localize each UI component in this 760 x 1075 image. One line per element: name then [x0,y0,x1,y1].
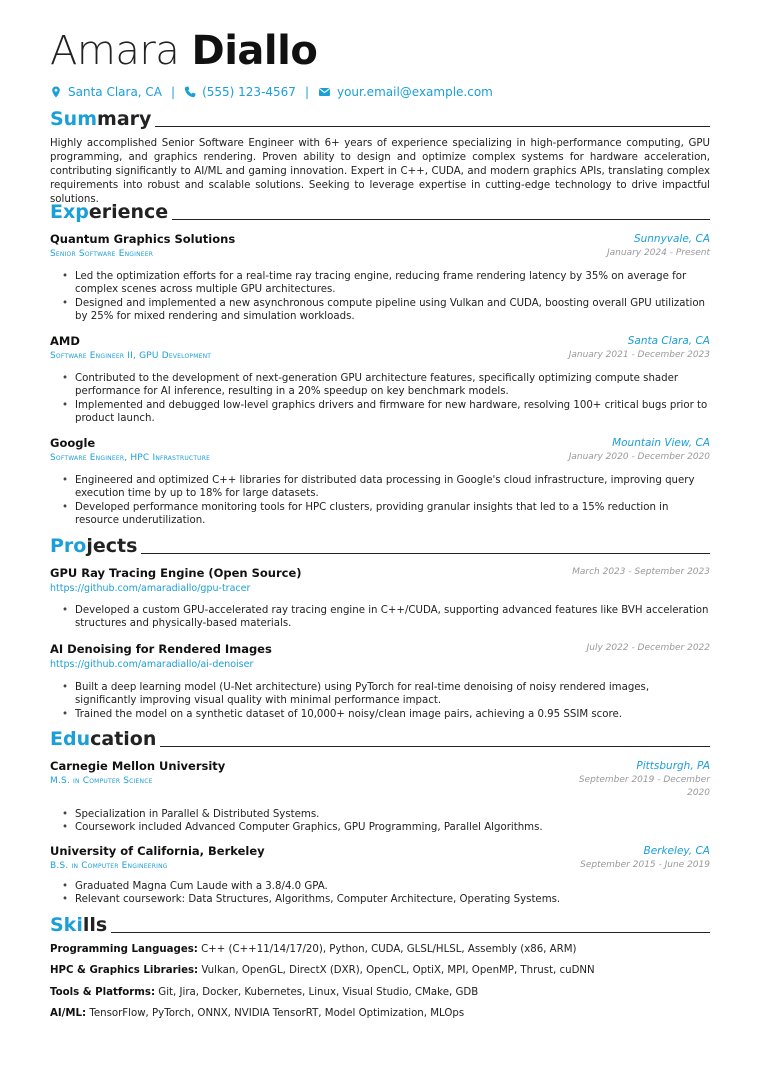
job-location: Santa Clara, CA [627,335,710,347]
dates-line: September 2019 - December [578,775,710,785]
list-item: • Relevant coursework: Data Structures, Algorithms, Computer Architecture, Operating Systems. [68,893,710,906]
skill-value: TensorFlow, PyTorch, ONNX, NVIDIA TensorRT, Model Optimization, MLOps [89,1008,465,1019]
location-text: Santa Clara, CA [68,85,163,99]
project-bullets [68,681,710,721]
project-link[interactable]: https://github.com/amaradiallo/ai-denoiser [50,659,254,670]
heading-rest: jects [86,535,138,557]
skill-value: C++ (C++11/14/17/20), Python, CUDA, GLSL/HLSL, Assembly (x86, ARM) [201,944,577,955]
job-dates: January 2024 - Present [607,248,710,258]
job-title: Software Engineer, HPC Infrastructure [50,453,211,463]
list-item: • Graduated Magna Cum Laude with a 3.8/4.0 GPA. [68,880,710,893]
company-name: Google [50,436,96,450]
heading-rest: lls [82,914,108,936]
skill-label: AI/ML: [50,1008,87,1019]
heading-rest: mary [97,108,152,130]
job-dates: January 2020 - December 2020 [568,452,710,462]
heading-accent: Exp [50,201,89,223]
list-item: • Trained the model on a synthetic dataset of 10,000+ noisy/clean image pairs, achieving a 0.95 SSIM score. [68,708,710,721]
contact-line [50,85,493,99]
education-dates: September 2015 - June 2019 [580,860,710,870]
skill-label: Programming Languages: [50,944,198,955]
skill-row [50,986,710,1000]
school-name: Carnegie Mellon University [50,759,226,773]
list-item: • Specialization in Parallel & Distributed Systems. [68,808,710,821]
degree-name: M.S. in Computer Science [50,776,153,786]
list-item: • Implemented and debugged low-level graphics drivers and firmware for new hardware, resolving 100+ critical bugs prior to product launch. [68,399,710,426]
job-bullets [68,474,710,528]
company-name: Quantum Graphics Solutions [50,232,236,246]
section-rule [172,219,710,220]
heading-accent: Edu [50,728,91,750]
section-rule [160,746,710,747]
project-bullets [68,604,710,631]
list-item: • Developed performance monitoring tools for HPC clusters, providing granular insights that led to a 15% reduction in resource underutilization. [68,501,710,528]
envelope-icon [318,86,331,98]
job-dates: January 2021 - December 2023 [568,350,710,360]
summary-text: Highly accomplished Senior Software Engineer with 6+ years of experience specializing in high-performance computing, GPU programming, and graphics rendering. Proven ability to design and optimize complex systems for hardware acceleration, contributing significantly to AI/ML and gaming innovation. Expert in C++, CUDA, and modern graphics APIs, translating complex requirements into robust and scalable solutions. Seeking to leverage expertise in cutting-edge technology to drive impactful solutions. [50,138,710,205]
list-item: • Contributed to the development of next-generation GPU architecture features, specifically optimizing compute shader performance for AI inference, resulting in a 20% speedup on key benchmark models. [68,372,710,399]
section-heading-skills [50,914,710,936]
skill-row [50,1007,710,1021]
project-link[interactable]: https://github.com/amaradiallo/gpu-tracer [50,583,251,594]
phone-icon [184,86,196,98]
job-bullets [68,372,710,426]
section-rule [155,126,710,127]
list-item: • Engineered and optimized C++ libraries for distributed data processing in Google's cloud infrastructure, improving query execution time by up to 18% for large datasets. [68,474,710,501]
project-dates: March 2023 - September 2023 [572,567,710,577]
contact-separator: | [171,85,176,99]
candidate-name [50,28,317,74]
education-dates [579,774,710,800]
list-item: • Led the optimization efforts for a real-time ray tracing engine, reducing frame rendering latency by 35% on average for complex scenes across multiple GPU architectures. [68,270,710,297]
skill-label: HPC & Graphics Libraries: [50,965,199,976]
email-link[interactable]: your.email@example.com [336,85,493,99]
job-location: Sunnyvale, CA [633,233,710,245]
heading-accent: Ski [50,914,83,936]
list-item: • Developed a custom GPU-accelerated ray tracing engine in C++/CUDA, supporting advanced features like BVH acceleration structures and physically-based materials. [68,604,710,631]
school-name: University of California, Berkeley [50,844,265,858]
job-location: Mountain View, CA [612,437,710,449]
school-location: Pittsburgh, PA [636,760,710,772]
job-bullets [68,270,710,324]
map-marker-icon [50,86,62,98]
job-title: Senior Software Engineer [50,249,154,259]
project-name: AI Denoising for Rendered Images [50,642,272,656]
project-name: GPU Ray Tracing Engine (Open Source) [50,566,302,580]
degree-name: B.S. in Computer Engineering [50,861,168,871]
contact-separator: | [304,85,309,99]
list-item: • Coursework included Advanced Computer Graphics, GPU Programming, Parallel Algorithms. [68,821,710,834]
section-heading-summary [50,108,710,130]
heading-rest: cation [90,728,157,750]
skill-row [50,943,710,957]
heading-accent: Pro [50,535,87,557]
education-bullets [68,880,710,907]
skill-value: Git, Jira, Docker, Kubernetes, Linux, Visual Studio, CMake, GDB [158,987,479,998]
skill-row [50,964,710,978]
school-location: Berkeley, CA [643,845,710,857]
heading-accent: Sum [50,108,98,130]
last-name: Diallo [191,28,318,74]
list-item: • Built a deep learning model (U-Net architecture) using PyTorch for real-time denoising of noisy rendered images, significantly improving visual quality with minimal performance impact. [68,681,710,708]
skill-value: Vulkan, OpenGL, DirectX (DXR), OpenCL, OptiX, MPI, OpenMP, Thrust, cuDNN [201,965,595,976]
company-name: AMD [50,334,80,348]
heading-rest: erience [88,201,169,223]
phone-text: (555) 123-4567 [202,85,296,99]
section-rule [141,553,710,554]
dates-line: 2020 [687,788,710,798]
list-item: • Designed and implemented a new asynchronous compute pipeline using Vulkan and CUDA, boosting overall GPU utilization by 25% for mixed rendering and simulation workloads. [68,297,710,324]
section-heading-projects [50,535,710,557]
education-bullets [68,808,710,835]
first-name: Amara [50,28,180,74]
section-rule [111,932,710,933]
project-dates: July 2022 - December 2022 [586,643,710,653]
skill-label: Tools & Platforms: [50,987,156,998]
job-title: Software Engineer II, GPU Development [50,351,212,361]
section-heading-education [50,728,710,750]
section-heading-experience [50,201,710,223]
